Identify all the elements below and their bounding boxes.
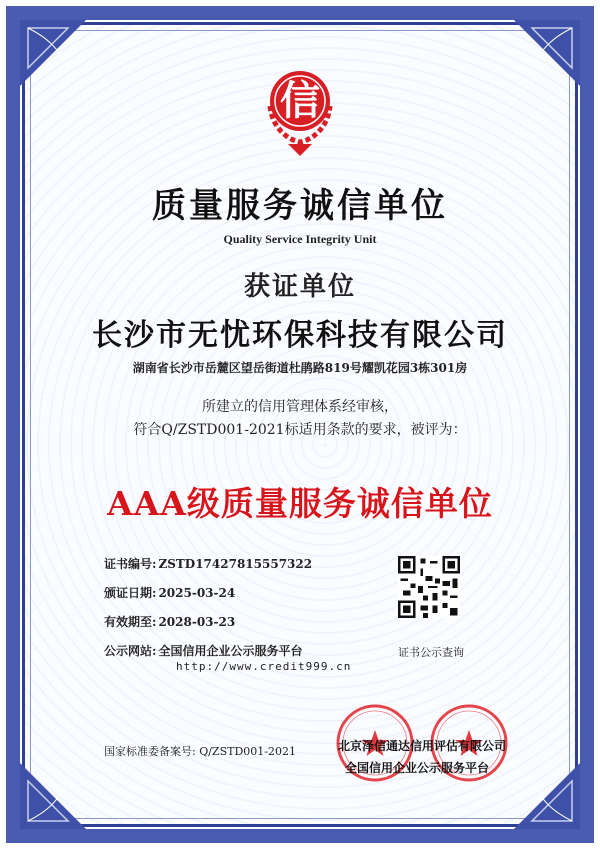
cert-number-row [104, 556, 351, 585]
certificate-title: 质量服务诚信单位 [152, 186, 448, 226]
qr-code-icon[interactable] [398, 556, 460, 618]
valid-date-value: 2028-03-23 [158, 615, 236, 629]
company-address: 湖南省长沙市岳麓区望岳街道杜鹃路819号耀凯花园3栋301房 [132, 361, 468, 375]
body-text-line-2: 符合Q/ZSTD001-2021标适用条款的要求，被评为： [133, 422, 467, 438]
company-name: 长沙市无忧环保科技有限公司 [92, 318, 508, 353]
cert-number-label: 证书编号: [104, 557, 157, 571]
standard-record-number: 国家标准委备案号: Q/ZSTD001-2021 [104, 745, 296, 758]
valid-date-label: 有效期至: [104, 615, 157, 629]
emblem-character: 信 [280, 77, 320, 124]
website-name: 全国信用企业公示服务平台 [158, 644, 303, 658]
corner-ornament-icon [512, 761, 582, 831]
website-url[interactable]: http://www.credit999.cn [176, 660, 352, 673]
issue-date-value: 2025-03-24 [158, 586, 236, 600]
valid-date-row [104, 614, 351, 643]
corner-ornament-icon [512, 18, 582, 88]
issue-date-row [104, 585, 351, 614]
certificate-title-english: Quality Service Integrity Unit [223, 232, 377, 246]
certificate-info [104, 556, 351, 673]
integrity-emblem-icon [262, 66, 338, 162]
website-label: 公示网站: [104, 644, 157, 658]
issue-date-label: 颁证日期: [104, 586, 157, 600]
qr-caption: 证书公示查询 [398, 646, 464, 659]
award-title: AAA级质量服务诚信单位 [107, 484, 493, 523]
corner-ornament-icon [18, 761, 88, 831]
body-text-line-1: 所建立的信用管理体系经审核， [202, 399, 398, 415]
cert-number-value: ZSTD17427815557322 [158, 557, 313, 571]
recipient-label: 获证单位 [243, 272, 356, 302]
issuer-name: 北京泽信通达信用评估有限公司 [338, 739, 507, 753]
corner-ornament-icon [18, 18, 88, 88]
issuer-platform: 全国信用企业公示服务平台 [345, 761, 490, 775]
